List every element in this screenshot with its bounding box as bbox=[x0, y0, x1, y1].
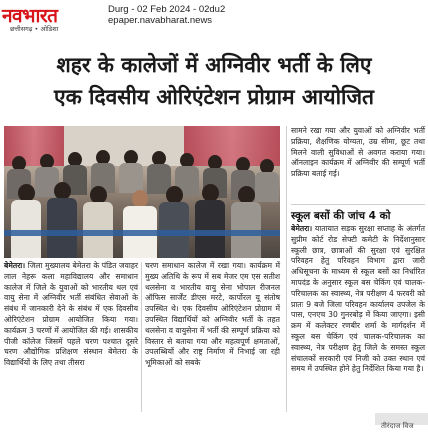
edition-info bbox=[108, 4, 225, 26]
brief-body: बेमेतरा। यातायात सड़क सुरक्षा सप्ताह के अंतर्गत सुप्रीम कोर्ट रोड सेफ्टी कमेटी के निर्देशानुसार स्कूली छात्र, छात्राओं की सुरक्षा एवं सुरक्षित परिवहन हेतु परिवहन विभाग द्वारा जारी अधिसूचना के माध्यम से स्कूल बसों का निर्धारित मापदंड के अनुसार स्कूल बस चेकिंग एवं चालक-परिचालक का स्वास्थ्य, नेत्र परीक्षण 4 फरवरी को प्रातः 9 बजे जिला परिवहन कार्यालय उपजेल के पास, एनएच 30 गुनरबोड़ में किया जाएगा। इसी क्रम में कलेक्टर रणबीर शर्मा के मार्गदर्शन में स्कूल बस चेकिंग एवं चालक-परिचालक का स्वास्थ्य, नेत्र परीक्षण हेतु जिले के समस्त स्कूल संचालकों सरकारी एवं निजी को उक्त स्थान एवं समय में उपस्थित होने हेतु निर्देशित किया गया है। bbox=[291, 224, 425, 374]
next-article-strip bbox=[375, 413, 428, 430]
brief-headline: स्कूल बसों की जांच 4 को bbox=[291, 210, 391, 222]
article-column-3: सामने रखा गया और युवाओं को अग्निवीर भर्ती प्रक्रिया, शैक्षणिक योग्यता, उम्र सीमा, छूट तथा मिलने वाली सुविधाओं से अवगत कराया गया। ऑनलाइन कार्यक्रम में अग्निवीर की सम्पूर्ण भर्ती प्रक्रिया बताई गई। bbox=[291, 126, 425, 179]
next-article-snippet: तीरंदाज विज bbox=[381, 422, 414, 430]
logo-wordmark: नवभारत bbox=[2, 5, 58, 27]
masthead bbox=[0, 0, 428, 38]
logo-region-tag: छत्तीसगढ़ • ओडिशा bbox=[10, 25, 59, 33]
edition-url[interactable]: epaper.navabharat.news bbox=[108, 15, 213, 26]
article-column-1: बेमेतरा। जिला मुख्यालय बेमेतरा के पंडित जवाहर लाल नेहरू कला महाविद्यालय और समाधान कालेज में जिले के युवाओं को भारतीय थल एवं वायु सेना में अग्निवीर भर्ती संबंधित सेवाओं के संबंध में जानकारी देने के संबंध में एक दिवसीय ओरिएंटेशन प्रोग्राम आयोजित किया गया। कार्यक्रम 3 चरणों में आयोजित की गई। शासकीय पीजी कॉलेज जिसमें पहले चरण पश्चात दूसरे चरण औद्योगिक प्रशिक्षण संस्थान बेमेतरा के विद्यार्थियों के लिए तथा तीसरा bbox=[4, 261, 138, 368]
edition-date: Durg - 02 Feb 2024 - 02du2 bbox=[108, 4, 226, 15]
headline-line-1: शहर के कालेजों में अग्निवीर भर्ती के लिए bbox=[56, 53, 372, 77]
brief-separator bbox=[291, 204, 425, 205]
headline-line-2: एक दिवसीय ओरिएंटेशन प्रोग्राम आयोजित bbox=[53, 85, 374, 109]
dateline: बेमेतरा। bbox=[4, 261, 26, 270]
dateline: बेमेतरा। bbox=[291, 224, 313, 233]
article-headline bbox=[0, 50, 428, 114]
article-photo bbox=[4, 126, 280, 258]
article-column-2: चरण समाधान कालेज में रखा गया। कार्यक्रम में मुख्य अतिथि के रूप में सब मेजर एम एस सतीश थलसेना व भारतीय वायु सेना भोपाल रीजनल ऑफिस सार्जेंट डीएस मरटे, कार्पोरल यू संतोष उपस्थित थे। एक दिवसीय ओरिएंटेशन प्रोग्राम में उपस्थित विद्यार्थियों को अग्निवीर भर्ती के तहत थलसेना व वायुसेना में भर्ती की सम्पूर्ण प्रक्रिया को विस्तार से बताया गया और महत्वपूर्ण क्षमताओं, उपलब्धियों और राष्ट्र निर्माण में निभाई जा रही भूमिकाओं को सबके bbox=[145, 261, 280, 368]
navbharat-logo[interactable] bbox=[2, 3, 96, 35]
column-divider bbox=[286, 126, 287, 412]
photo-audience bbox=[4, 126, 280, 258]
column-divider bbox=[141, 262, 142, 412]
photo-desk bbox=[4, 230, 280, 236]
